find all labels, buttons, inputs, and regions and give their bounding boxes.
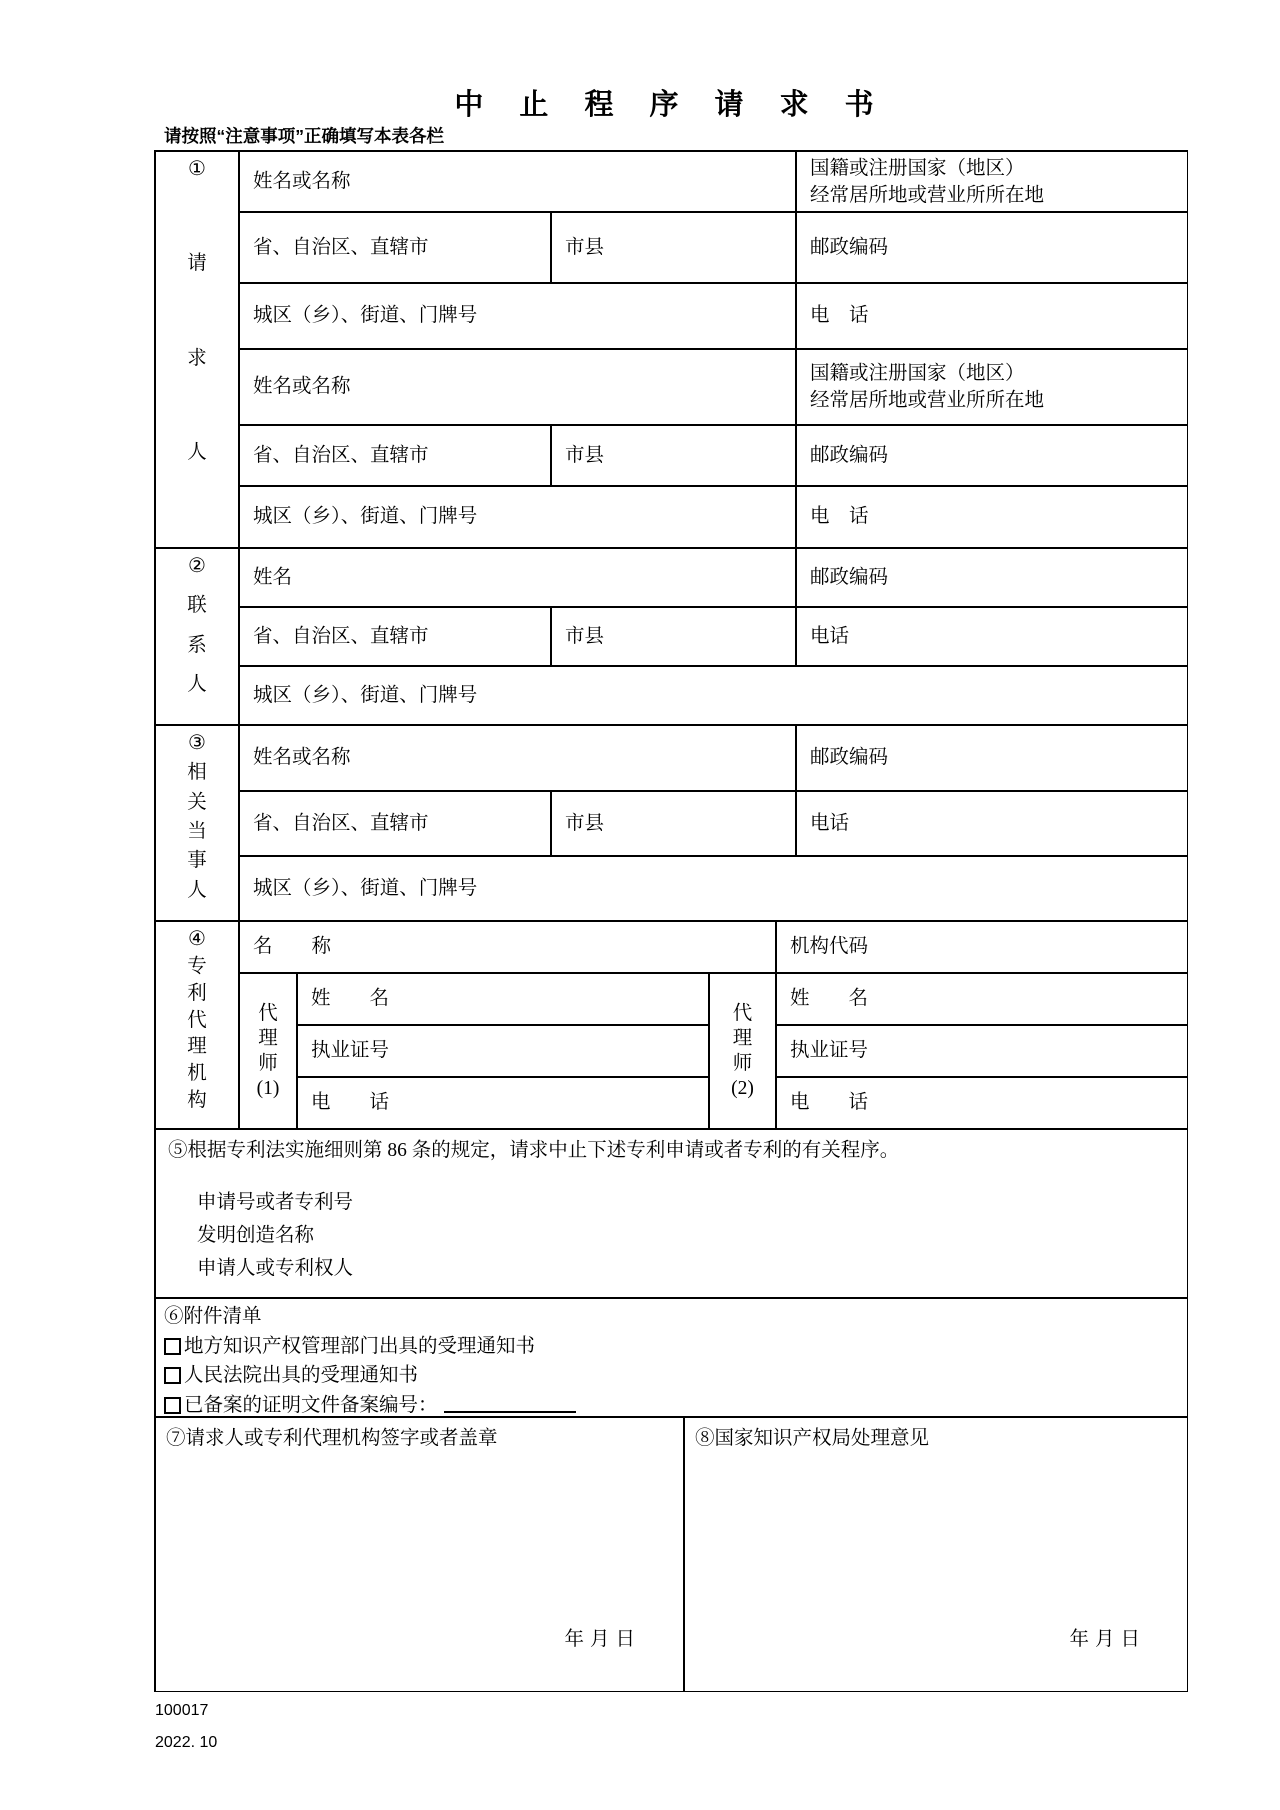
field-name-or-company-1: 姓名或名称 bbox=[239, 151, 796, 212]
request-intro: ⑤根据专利法实施细则第 86 条的规定，请求中止下述专利申请或者专利的有关程序。 bbox=[168, 1140, 900, 1161]
field-city-1: 市县 bbox=[551, 212, 796, 283]
field-agent2-license: 执业证号 bbox=[776, 1025, 1188, 1077]
field-name-or-company-2: 姓名或名称 bbox=[239, 349, 796, 425]
footer-form-code: 100017 bbox=[155, 1702, 209, 1719]
checkbox-court-notice[interactable] bbox=[164, 1367, 181, 1384]
form-title: 中 止 程 序 请 求 书 bbox=[454, 89, 888, 121]
field-contact-province: 省、自治区、直辖市 bbox=[239, 607, 551, 666]
form-subtitle: 请按照“注意事项”正确填写本表各栏 bbox=[164, 126, 444, 146]
request-application-number: 申请号或者专利号 bbox=[197, 1192, 354, 1213]
field-street-2: 城区（乡）、街道、门牌号 bbox=[239, 486, 796, 548]
section3-label: ③ 相 关 当 事 人 bbox=[155, 725, 239, 921]
field-contact-phone: 电话 bbox=[796, 607, 1188, 666]
field-contact-name: 姓名 bbox=[239, 548, 796, 607]
section6-attachments bbox=[155, 1298, 1188, 1417]
field-nationality-2: 国籍或注册国家（地区） 经常居所地或营业所所在地 bbox=[796, 349, 1188, 425]
agent2-label: 代 理 师 (2) bbox=[709, 973, 776, 1129]
field-contact-street: 城区（乡）、街道、门牌号 bbox=[239, 666, 1188, 725]
section7-signature bbox=[155, 1417, 684, 1692]
field-party-city: 市县 bbox=[551, 791, 796, 856]
field-agent1-name: 姓 名 bbox=[297, 973, 709, 1025]
field-nationality-1: 国籍或注册国家（地区） 经常居所地或营业所所在地 bbox=[796, 151, 1188, 212]
field-street-1: 城区（乡）、街道、门牌号 bbox=[239, 283, 796, 349]
office-date: 年月日 bbox=[1069, 1629, 1146, 1650]
field-postcode-1: 邮政编码 bbox=[796, 212, 1188, 283]
attachment-item-3: 已备案的证明文件备案编号： bbox=[164, 1391, 576, 1421]
field-agent1-license: 执业证号 bbox=[297, 1025, 709, 1077]
office-opinion-title: ⑧国家知识产权局处理意见 bbox=[695, 1428, 930, 1449]
agent1-label: 代 理 师 (1) bbox=[239, 973, 297, 1129]
field-contact-city: 市县 bbox=[551, 607, 796, 666]
request-applicant: 申请人或专利权人 bbox=[197, 1258, 354, 1279]
signature-title: ⑦请求人或专利代理机构签字或者盖章 bbox=[166, 1428, 498, 1449]
checkbox-filed-certificate[interactable] bbox=[164, 1397, 181, 1414]
section2-number: ② bbox=[188, 555, 206, 577]
field-party-name: 姓名或名称 bbox=[239, 725, 796, 791]
field-party-postcode: 邮政编码 bbox=[796, 725, 1188, 791]
section4-label: ④ 专 利 代 理 机 构 bbox=[155, 921, 239, 1129]
field-phone-1: 电 话 bbox=[796, 283, 1188, 349]
section8-office-opinion bbox=[684, 1417, 1188, 1692]
checkbox-local-ip-notice[interactable] bbox=[164, 1338, 181, 1355]
field-agent1-phone: 电 话 bbox=[297, 1077, 709, 1129]
request-invention-title: 发明创造名称 bbox=[197, 1225, 315, 1246]
field-province-2: 省、自治区、直辖市 bbox=[239, 425, 551, 486]
field-postcode-2: 邮政编码 bbox=[796, 425, 1188, 486]
section2-label: ② 联 系 人 bbox=[155, 548, 239, 725]
field-agent2-name: 姓 名 bbox=[776, 973, 1188, 1025]
signature-date: 年月日 bbox=[564, 1629, 641, 1650]
field-province-1: 省、自治区、直辖市 bbox=[239, 212, 551, 283]
field-contact-postcode: 邮政编码 bbox=[796, 548, 1188, 607]
attachment-item-2: 人民法院出具的受理通知书 bbox=[164, 1361, 418, 1391]
certificate-number-blank bbox=[444, 1397, 576, 1413]
footer-version: 2022. 10 bbox=[155, 1734, 218, 1751]
attachments-title: ⑥附件清单 bbox=[164, 1306, 262, 1327]
field-party-province: 省、自治区、直辖市 bbox=[239, 791, 551, 856]
field-phone-2: 电 话 bbox=[796, 486, 1188, 548]
section1-number: ① bbox=[188, 158, 206, 180]
attachment-item-1: 地方知识产权管理部门出具的受理通知书 bbox=[164, 1332, 535, 1362]
section4-number: ④ bbox=[188, 928, 206, 950]
field-agent2-phone: 电 话 bbox=[776, 1077, 1188, 1129]
section1-label: ① 请 求 人 bbox=[155, 151, 239, 548]
field-party-street: 城区（乡）、街道、门牌号 bbox=[239, 856, 1188, 921]
section3-number: ③ bbox=[188, 732, 206, 754]
field-agency-code: 机构代码 bbox=[776, 921, 1188, 973]
section5-request bbox=[155, 1129, 1188, 1298]
field-party-phone: 电话 bbox=[796, 791, 1188, 856]
form-table bbox=[154, 150, 1188, 1692]
field-city-2: 市县 bbox=[551, 425, 796, 486]
field-agency-name: 名 称 bbox=[239, 921, 776, 973]
